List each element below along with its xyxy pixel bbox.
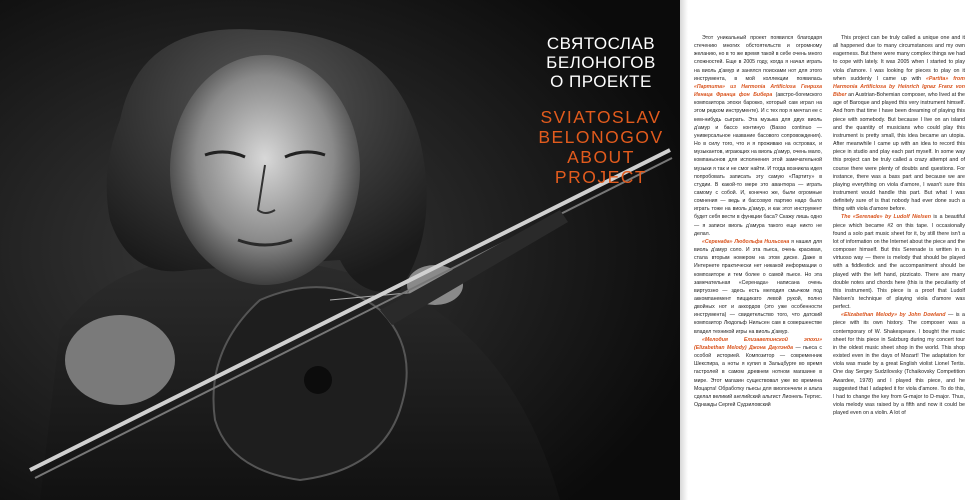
page-gutter: [680, 0, 688, 500]
ru-highlight: «Серенада» Людольфа Нильсена: [702, 238, 790, 245]
ru-text: Этот уникальный проект появился благодаря стечению многих обстоятельств и огромному желанию, но в то же время такой в себе очень много сложностей. Еще в 2005 году, когда я начал играть на виоль д'амур и занялся поисками нот для этого инструмента, в мой коллекции появилась: [694, 35, 822, 82]
en-highlight: The «Serenade» by Ludolf Nielsen: [841, 214, 931, 221]
ru-paragraph-2: [694, 238, 822, 336]
title-en-line: ABOUT: [567, 147, 635, 167]
en-text: — is a piece with its own history. The composer was a contemporary of W. Shakespeare. I bought the music sheet for this piece in Salzburg during my concert tour in the oldest music sheet shop in the world. This shop existed even in the days of Mozart! The adaptation for viola was made by a great English violist Lionel Tertis. One day Sergey Sudzilovsky (Tchaikovsky Competition Awardee, 1978) and I played this piece, and he suggested that I adapted it for viola d'amore. To do this, I had to change the key from G-major to D-major. Thus, viola melody was raised by a fifth and now it could be played even on a violin. A lot of: [833, 312, 965, 417]
ru-text: — пьеса с особой историей. Композитор — современник Шекспира, а ноты я купил в Зальцбурге во время гастролей в самом древнем нотном магазине в мире. Этот магазин существовал уже во времена Моцарта! Обработку пьесы для виолончели и альта сделал великий английский альтист Лионель Тертис. Однажды Сергей Судзиловский: [694, 344, 822, 409]
title-russian: [536, 34, 666, 91]
en-text: is a beautiful piece which became #2 on this tape. I occasionally found a solo part music sheet for it, by still there isn't a lot of information on the Internet about the piece and the composer himself. But this Serenade is written in a virtuoso way — there is melody that should be played with a fiddlestick and the accompaniment should be played with the left hand, pizzicato. There are many double notes and chords here (this is the peculiarity of this instrument). This piece is a proof that Ludolf Nielsen's technique of playing viola d'amore was perfect.: [833, 214, 965, 311]
en-highlight: «Elizabethan Melody» by John Dowland: [841, 312, 946, 319]
title-en-line: PROJECT: [554, 167, 648, 187]
title-en-line: BELONOGOV: [538, 127, 664, 147]
title-en-line: SVIATOSLAV: [540, 107, 662, 127]
en-text: an Austrian-Bohemian composer, who lived at the age of Baroque and played this very instrument himself. And from that time I have been dreaming of playing this piece with somebody. But because I live on an island and the quantity of musicians who could play this instrument is pretty small, this idea became an utopia. After meanwhile I came up with an idea to record this piece in studio and play each part myself. In some way this project can be truly called a crazy attempt and of course there were plenty of doubts and questions. For instance, there was a bass part and because we are playing everything on viola d'amore, I wasn't sure this instrument would handle this part. But what I was definitely sure of is that nobody had ever done such a thing with viola d'amore before.: [833, 92, 965, 213]
ru-text: я нашел для виоль д'амур соло. И эта пьеса, очень красивая, стала вторым номером на этом диске. Даже в Интернете практически нет никакой информации о композиторе и тем более о самой пьесе. Но эта замечательная «Серенада» написана очень виртуозно — здесь есть мелодия смычком под аккомпанемент пиццикато левой рукой, полно двойных нот и аккордов (это уже особенности инструмента) — свидетельство того, что датский композитор Людольф Нильсен сам в совершенстве владел техникой игры на виоль д'амур.: [694, 238, 822, 335]
ru-paragraph-1: [694, 34, 822, 238]
ru-text: (австро-богемского композитора эпохи барокко, который сам играл на этом редком инструменте). И с тех пор я мечтал ее с кем-нибудь сыграть. Эта музыка для двух виоль д'амур и бассо континуо (Basso continuo — универсальное название басового сопровождения). Но в силу того, что и я проживаю на островах, и музыкантов, играющих на виоль д'амур, очень мало, компаньонов для исполнения этой замечательной музыки я так и не смог найти. И тогда возникла идея попробовать записать эту самую «Партиту» в студии. В какой-то мере это авантюра — играть самому с собой. И, конечно же, были огромные сомнения — ведь и бассовую партию надо было играть тоже на виоль д'амур, и как этот инструмент будет себя вести в функции баса? Скажу лишь одно — я записи виоль д'амура такого еще никто не делал.: [694, 92, 822, 237]
title-english: [536, 107, 666, 187]
title-ru-line: БЕЛОНОГОВ: [546, 53, 656, 72]
title-ru-line: СВЯТОСЛАВ: [546, 34, 656, 53]
russian-text-column: [690, 34, 826, 499]
en-paragraph-3: [833, 311, 965, 417]
en-paragraph-2: [833, 213, 965, 311]
title-ru-line: О ПРОЕКТЕ: [550, 72, 652, 91]
en-paragraph-1: [833, 34, 965, 213]
en-text: This project can be truly called a unique one and it all happened due to many circumstances and my own eagerness. But there were many complex things we had to cope with lately. It was 2005 when I started to play viola d'amore. I was looking for pieces to play on it when suddenly I came up with: [833, 35, 965, 82]
ru-highlight: «Партита» из Harmonia Artificiosa Генриха Игнаца Франца фон Бибера: [694, 83, 822, 99]
ru-paragraph-3: [694, 336, 822, 409]
english-text-column: [833, 34, 965, 499]
ru-highlight: «Мелодия Елизаветинской эпохи» (Elizabethan Melody) Джона Даулэнда: [694, 336, 822, 351]
en-highlight: «Partita» from Harmonia Artificiosa by Heinrich Ignaz Franz von Biber: [833, 75, 965, 99]
